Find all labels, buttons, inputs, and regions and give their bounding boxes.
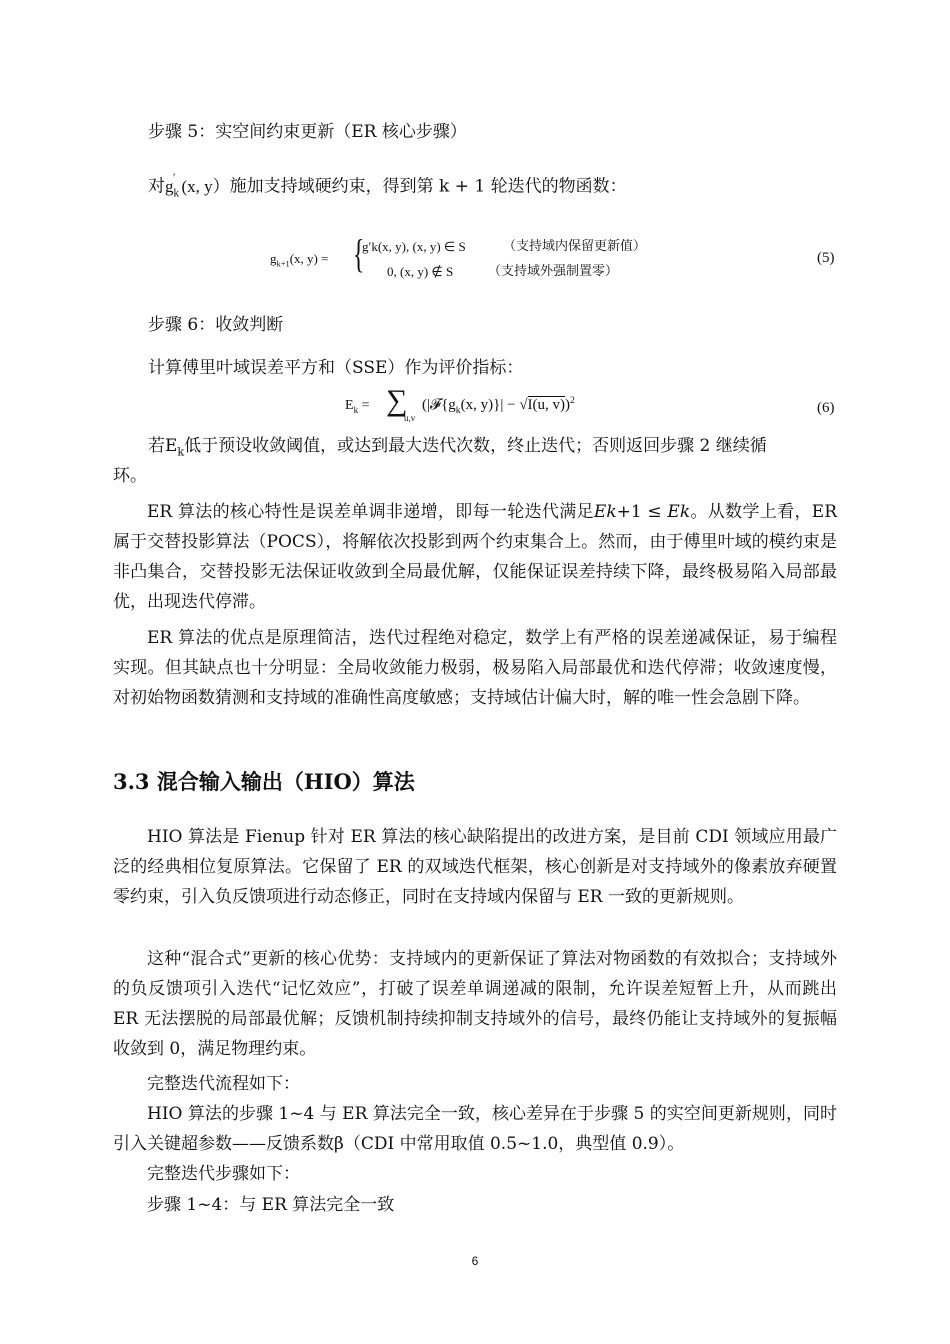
step5-title: 步骤 5：实空间约束更新（ER 核心步骤） bbox=[148, 122, 467, 142]
equation-5-case1-note: （支持域内保留更新值） bbox=[503, 239, 647, 254]
paragraph-hio-steps: HIO 算法的步骤 1~4 与 ER 算法完全一致，核心差异在于步骤 5 的实空间更新规则，同时引入关键超参数——反馈系数β（CDI 中常用取值 0.5~1.0，典型值 0.9）。 bbox=[113, 1104, 837, 1154]
equation-5-case2: 0, (x, y) ∉ S bbox=[387, 264, 454, 279]
equation-5-case1: g′k(x, y), (x, y) ∈ S bbox=[362, 239, 466, 254]
paragraph-hio-intro: HIO 算法是 Fienup 针对 ER 算法的核心缺陷提出的改进方案，是目前 CDI 领域应用最广泛的经典相位复原算法。它保留了 ER 的双域迭代框架，核心创新是对支持域外的像素放弃硬置零约束，引入负反馈项进行动态修正，同时在支持域内保留与 ER 一致的更新规则。 bbox=[113, 827, 837, 907]
step5-desc-func: $g_k'$ (x, y） bbox=[165, 172, 230, 200]
paragraph-steps-1-4: 步骤 1~4：与 ER 算法完全一致 bbox=[147, 1195, 395, 1215]
convergence-line1: 若$E_k$低于预设收敛阈值，或达到最大迭代次数，终止迭代；否则返回步骤 2 继续循 bbox=[148, 436, 767, 459]
page-number: 6 bbox=[471, 1254, 479, 1268]
equation-5-brace: { bbox=[352, 231, 365, 276]
step6-description: 计算傅里叶域误差平方和（SSE）作为评价指标： bbox=[148, 358, 524, 378]
step6-title: 步骤 6：收敛判断 bbox=[148, 315, 284, 335]
paragraph-steps-intro: 完整迭代步骤如下： bbox=[147, 1164, 300, 1184]
step5-desc-text: 施加支持域硬约束，得到第 k + 1 轮迭代的物函数： bbox=[229, 176, 627, 197]
paragraph-hio-advantages: 这种“混合式”更新的核心优势：支持域内的更新保证了算法对物函数的有效拟合；支持域外的负反馈项引入迭代“记忆效应”，打破了误差单调递减的限制，允许误差短暂上升，从而跳出 ER 无法摆脱的局部最优解；反馈机制持续抑制支持域外的信号，最终仍能让支持域外的复振幅收敛到 0，满足物理约束。 bbox=[113, 949, 837, 1059]
equation-6: $E_k$ = ∑ u,v ($|𝓕\{g_k(x$, y)}| − √I(u, v))$^2$ bbox=[345, 384, 575, 423]
sqrt-symbol: √ bbox=[519, 397, 528, 413]
section-heading: 3.3 混合输入输出（HIO）算法 bbox=[113, 769, 415, 794]
paragraph-er-pros-cons: ER 算法的优点是原理简洁，迭代过程绝对稳定，数学上有严格的误差递减保证，易于编程实现。但其缺点也十分明显：全局收敛能力极弱，极易陷入局部最优和迭代停滞；收敛速度慢，对初始物函数猜测和支持域的准确性高度敏感；支持域估计偏大时，解的唯一性会急剧下降。 bbox=[113, 628, 837, 708]
equation-6-number: (6) bbox=[817, 400, 835, 416]
equation-5-number: (5) bbox=[817, 250, 835, 266]
paragraph-flow-intro: 完整迭代流程如下： bbox=[147, 1074, 300, 1094]
step5-desc-prefix: 对 bbox=[148, 176, 165, 197]
convergence-line2: 环。 bbox=[113, 466, 147, 486]
equation-5: $g_{k+1}(x$, y) = { g′k(x, y), (x, y) ∈ S （支持域内保留更新值） 0, (x, y) ∉ S （支持域外强制置零） bbox=[270, 231, 647, 279]
step5-description bbox=[148, 172, 627, 200]
summation-symbol: ∑ bbox=[386, 384, 408, 417]
paragraph-er-core: ER 算法的核心特性是误差单调非递增，即每一轮迭代满足𝐸𝑘+1 ≤ 𝐸𝑘。从数学上看，ER 属于交替投影算法（POCS），将解依次投影到两个约束集合上。然而，由于傅里叶域的模约束是非凸集合，交替投影无法保证收敛到全局最优解，仅能保证误差持续下降，最终极易陷入局部最优，出现迭代停滞。 bbox=[113, 502, 837, 612]
equation-5-case2-note: （支持域外强制置零） bbox=[488, 264, 619, 279]
